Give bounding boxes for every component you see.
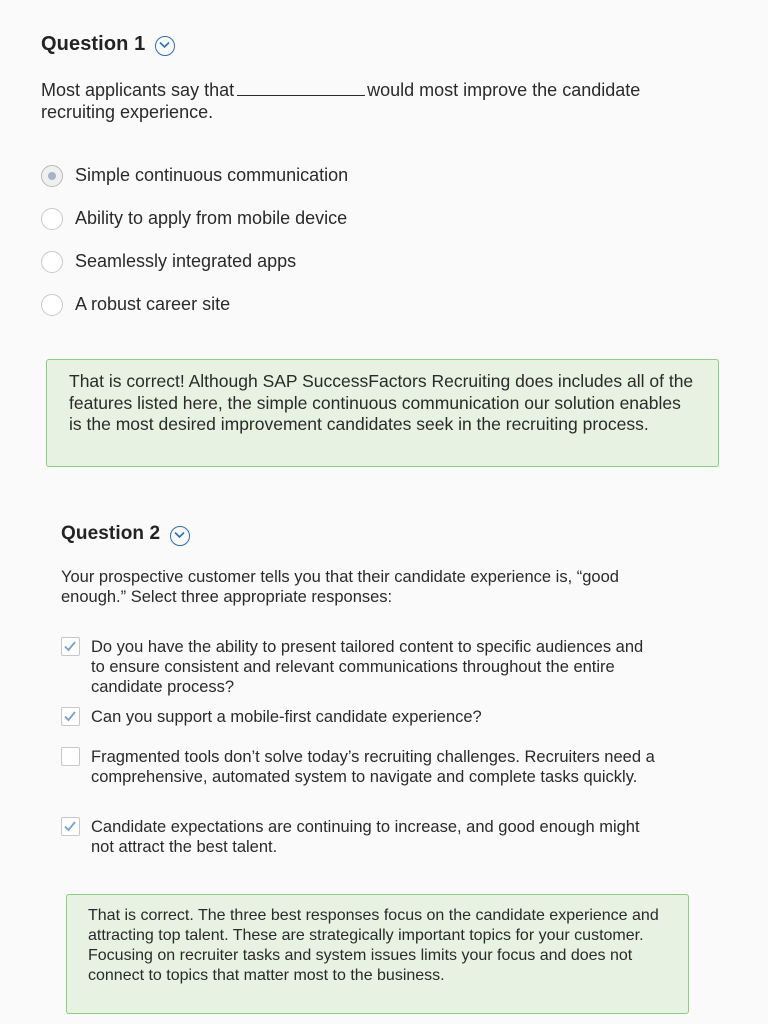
checkbox-option[interactable] [61, 637, 661, 707]
question-1-options [41, 154, 731, 326]
radio-button[interactable] [41, 294, 63, 316]
checkbox-option-label: Can you support a mobile-first candidate experience? [91, 708, 482, 726]
checkbox-option[interactable] [61, 707, 661, 747]
checkbox-checked[interactable] [61, 707, 80, 726]
radio-option-label: Seamlessly integrated apps [75, 251, 297, 271]
prompt-text-before: Most applicants say that [41, 80, 235, 100]
checkbox-option[interactable] [61, 747, 661, 817]
chevron-down-icon[interactable] [155, 36, 175, 56]
question-2-feedback: That is correct. The three best responses focus on the candidate experience and attracting top talent. These are strategically important topics for your customer. Focusing on recruiter tasks and system issues limits your focus and does not connect to topics that matter most to the business. [66, 894, 689, 1014]
checkmark-icon [63, 819, 77, 833]
question-1 [41, 30, 731, 326]
fill-in-blank [237, 81, 365, 96]
question-2-title: Question 2 [61, 523, 161, 544]
radio-option-label: Simple continuous communication [75, 165, 349, 185]
question-2-prompt: Your prospective customer tells you that their candidate experience is, “good enough.” Select three appropriate responses: [61, 568, 619, 606]
radio-option[interactable] [41, 197, 731, 240]
question-1-feedback: That is correct! Although SAP SuccessFactors Recruiting does includes all of the features listed here, the simple continuous communication our solution enables is the most desired improvement candidates seek in the recruiting process. [46, 359, 719, 467]
checkbox-option-label: Fragmented tools don’t solve today’s recruiting challenges. Recruiters need a comprehensive, automated system to navigate and complete tasks quickly. [91, 748, 655, 786]
radio-button-selected[interactable] [41, 165, 63, 187]
chevron-down-icon[interactable] [170, 526, 190, 546]
radio-option[interactable] [41, 240, 731, 283]
radio-option-label: Ability to apply from mobile device [75, 208, 348, 228]
checkbox-checked[interactable] [61, 817, 80, 836]
radio-option[interactable] [41, 154, 731, 197]
checkmark-icon [63, 639, 77, 653]
radio-option[interactable] [41, 283, 731, 326]
checkbox-option-label: Candidate expectations are continuing to increase, and good enough might not attract the best talent. [91, 818, 640, 856]
radio-button[interactable] [41, 251, 63, 273]
checkbox-option-label: Do you have the ability to present tailored content to specific audiences and to ensure consistent and relevant communications throughout the entire candidate process? [91, 638, 644, 696]
question-1-prompt [41, 79, 681, 123]
question-1-header [41, 30, 731, 58]
prompt-text-after: would most improve the candidate recruiting experience. [41, 80, 641, 122]
question-2 [61, 520, 721, 857]
question-2-options [61, 637, 721, 857]
question-1-title: Question 1 [41, 32, 146, 55]
checkmark-icon [63, 709, 77, 723]
checkbox-unchecked[interactable] [61, 747, 80, 766]
checkbox-checked[interactable] [61, 637, 80, 656]
radio-option-label: A robust career site [75, 294, 231, 314]
question-2-header [61, 520, 721, 548]
checkbox-option[interactable] [61, 817, 661, 857]
radio-button[interactable] [41, 208, 63, 230]
